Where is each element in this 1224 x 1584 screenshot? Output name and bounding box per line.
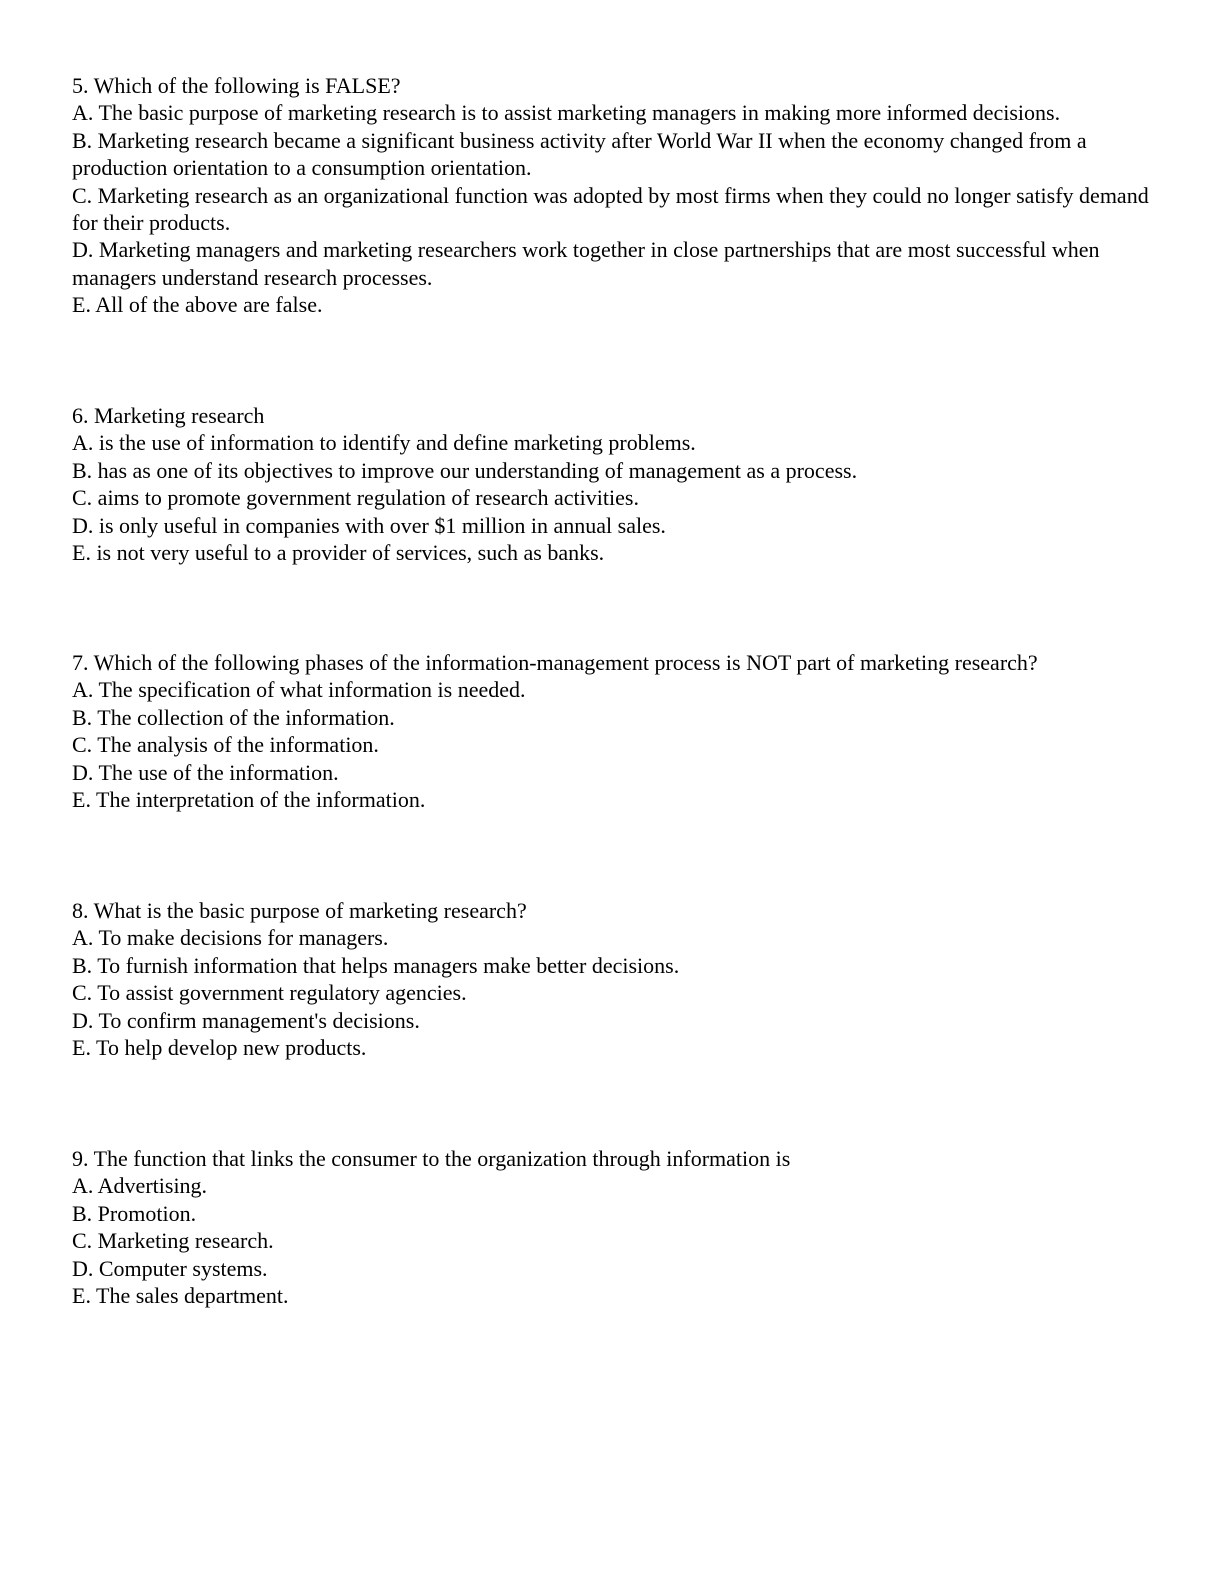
- answer-option-d: D. Computer systems.: [72, 1255, 268, 1281]
- answer-option-b: B. has as one of its objectives to improve our understanding of management as a process.: [72, 457, 858, 483]
- answer-option-a: A. The specification of what information is needed.: [72, 677, 526, 703]
- question-stem: 5. Which of the following is FALSE?: [72, 73, 401, 98]
- answer-option-b: B. The collection of the information.: [72, 704, 395, 730]
- answer-option-a: A. To make decisions for managers.: [72, 925, 389, 951]
- answer-option-a: A. Advertising.: [72, 1173, 208, 1199]
- question-stem: 7. Which of the following phases of the information-management process is NOT part of marketing research?: [72, 650, 1038, 675]
- answer-option-d: D. is only useful in companies with over $1 million in annual sales.: [72, 512, 666, 538]
- question-stem: 6. Marketing research: [72, 403, 265, 428]
- answer-option-c: C. To assist government regulatory agencies.: [72, 980, 467, 1006]
- question-stem: 8. What is the basic purpose of marketing research?: [72, 898, 527, 923]
- answer-option-d: D. Marketing managers and marketing researchers work together in close partnerships that are most successful when managers understand research processes.: [72, 237, 1100, 290]
- answer-option-e: E. The interpretation of the information.: [72, 787, 426, 813]
- answer-option-d: D. The use of the information.: [72, 759, 339, 785]
- answer-option-c: C. The analysis of the information.: [72, 732, 379, 758]
- question-9: [72, 1145, 1162, 1309]
- question-6: [72, 402, 1162, 566]
- answer-option-b: B. To furnish information that helps managers make better decisions.: [72, 952, 680, 978]
- question-7: [72, 649, 1162, 813]
- answer-option-d: D. To confirm management's decisions.: [72, 1007, 420, 1033]
- answer-option-a: A. is the use of information to identify and define marketing problems.: [72, 430, 696, 456]
- answer-option-e: E. To help develop new products.: [72, 1035, 367, 1061]
- answer-option-b: B. Promotion.: [72, 1200, 197, 1226]
- answer-option-c: C. Marketing research as an organizational function was adopted by most firms when they could no longer satisfy demand for their products.: [72, 182, 1149, 236]
- question-stem: 9. The function that links the consumer to the organization through information is: [72, 1146, 791, 1171]
- answer-option-e: E. The sales department.: [72, 1283, 289, 1309]
- answer-option-e: E. is not very useful to a provider of services, such as banks.: [72, 540, 605, 566]
- answer-option-b: B. Marketing research became a significant business activity after World War II when the economy changed from a production orientation to a consumption orientation.: [72, 127, 1087, 181]
- answer-option-c: C. aims to promote government regulation of research activities.: [72, 485, 639, 511]
- question-5: [72, 72, 1162, 319]
- answer-option-e: E. All of the above are false.: [72, 292, 323, 318]
- answer-option-c: C. Marketing research.: [72, 1228, 274, 1254]
- answer-option-a: A. The basic purpose of marketing research is to assist marketing managers in making more informed decisions.: [72, 100, 1061, 126]
- question-8: [72, 897, 1162, 1061]
